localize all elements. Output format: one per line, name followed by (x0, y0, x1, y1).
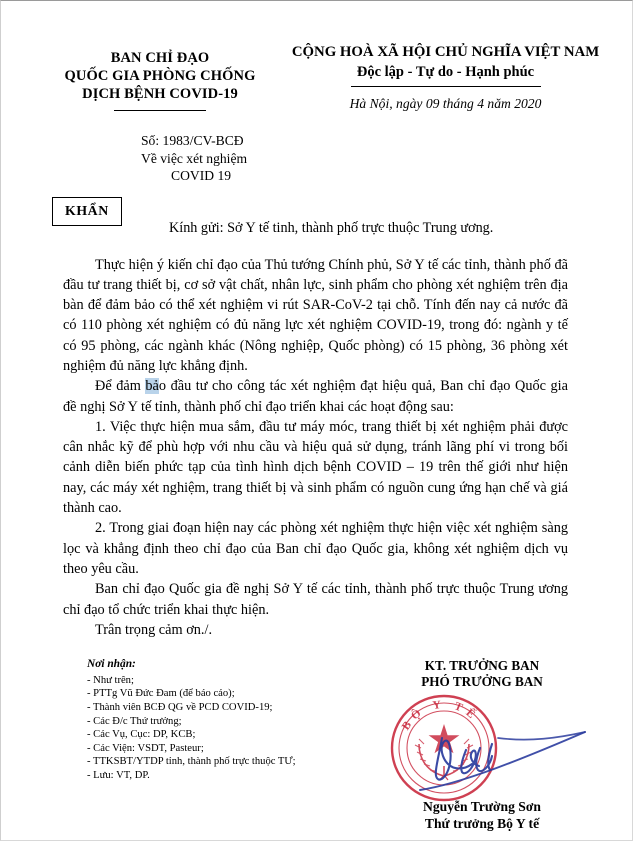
receiver-item: - TTKSBT/YTDP tỉnh, thành phố trực thuộc TƯ; (87, 756, 296, 768)
place-date-line: Hà Nội, ngày 09 tháng 4 năm 2020 (349, 96, 542, 111)
receiver-item: - Các Viện: VSDT, Pasteur; (87, 742, 204, 754)
urgent-recipient-row (1, 197, 632, 241)
receivers-title: Nơi nhận: (87, 658, 136, 671)
issuing-authority-line-1: BAN CHỈ ĐẠO (110, 50, 210, 66)
urgent-stamp-box: KHẨN (52, 197, 122, 226)
national-heading-block (289, 43, 602, 112)
signature-block (366, 658, 598, 832)
motto-divider (351, 86, 541, 87)
receiver-item: - PTTg Vũ Đức Đam (để báo cáo); (87, 688, 235, 700)
recipient-line: Kính gửi: Sở Y tế tinh, thành phố trực thuộc Trung ương. (169, 219, 494, 236)
body-paragraph-1: Thực hiện ý kiến chỉ đạo của Thủ tướng Chính phủ, Sở Y tế các tỉnh, thành phố đã đầu tư trang thiết bị, cơ sở vật chất, nhân lực, sinh phẩm cho phòng xét nghiệm trên địa bàn để đảm bảo có thể xét nghiệm vi rút SAR-CoV-2 tại chỗ. Tính đến nay cả nước đã có 110 phòng xét nghiệm có đủ năng lực xét nghiệm COVID-19, trong đó: ngành y tế có 95 phòng, các ngành khác (Nông nghiệp, Quốc phòng) có 15 phòng, 36 phòng xét nghiệm đủ năng lực khẳng định. (63, 256, 568, 374)
issuing-authority-line-3: DỊCH BỆNH COVID-19 (82, 86, 238, 102)
document-body (1, 241, 632, 641)
seal-and-signature (366, 692, 598, 804)
body-paragraph-6: Trân trọng cảm ơn./. (95, 621, 213, 638)
reference-block (1, 132, 632, 185)
signer-role-line-1: KT. TRƯỞNG BAN (424, 658, 540, 674)
body-paragraph-4: 2. Trong giai đoạn hiện nay các phòng xét nghiệm thực hiện việc xét nghiệm sàng lọc và khẳng định theo chỉ đạo của Ban chỉ đạo Quốc gia, không xét nghiệm dịch vụ theo yêu cầu. (63, 520, 568, 577)
receiver-item: - Các Đ/c Thứ trưởng; (87, 715, 182, 727)
authority-divider (114, 110, 206, 111)
national-title: CỘNG HOÀ XÃ HỘI CHỦ NGHĨA VIỆT NAM (291, 44, 600, 60)
issuing-authority-block (31, 43, 289, 111)
body-paragraph-3: 1. Việc thực hiện mua sắm, đầu tư máy móc, trang thiết bị xét nghiệm phải được cân nhắc kỹ để phù hợp với nhu cầu và hiệu quả sử dụng, tránh lãng phí vi trong bối cảnh diễn biến phức tạp của tình hình dịch bệnh COVID – 19 trên thế giới như hiện nay, các máy xét nghiệm, trang thiết bị và sinh phẩm có nguồn cung ứng hạn chế và giá thành cao. (63, 418, 568, 517)
document-subject-secondary: COVID 19 (171, 168, 232, 183)
signer-title: Thứ trưởng Bộ Y tế (424, 816, 540, 832)
selected-text-highlight[interactable]: bả (145, 378, 159, 395)
signer-role-line-2: PHÓ TRƯỞNG BAN (421, 674, 543, 690)
svg-text:BỘ Y TẾ: BỘ Y TẾ (399, 698, 481, 733)
receivers-block (87, 658, 296, 782)
paragraph-2-post: o đầu tư cho công tác xét nghiệm đạt hiệu quả, Ban chỉ đạo Quốc gia đề nghị Sở Y tế tỉnh, thành phố chỉ đạo triển khai các hoạt động sau: (63, 378, 568, 415)
body-paragraph-2 (63, 376, 568, 417)
receiver-item: - Lưu: VT, DP. (87, 769, 150, 781)
body-paragraph-5: Ban chỉ đạo Quốc gia đề nghị Sở Y tế các tỉnh, thành phố trực thuộc Trung ương chỉ đạo tổ chức triển khai thực hiện. (63, 581, 568, 618)
receiver-item: - Như trên; (87, 674, 134, 686)
receiver-item: - Các Vụ, Cục: DP, KCB; (87, 729, 196, 741)
document-number: Số: 1983/CV-BCĐ (141, 133, 244, 148)
handwritten-signature (380, 698, 598, 802)
document-header (1, 1, 632, 112)
issuing-authority-line-2: QUỐC GIA PHÒNG CHỐNG (64, 68, 256, 84)
paragraph-2-pre: Để đảm (95, 378, 146, 395)
document-subject: Về việc xét nghiệm (141, 150, 248, 166)
signer-name: Nguyễn Trường Sơn (423, 799, 541, 815)
document-footer (1, 658, 632, 841)
national-motto: Độc lập - Tự do - Hạnh phúc (356, 64, 535, 80)
receiver-item: - Thành viên BCĐ QG về PCD COVID-19; (87, 701, 273, 713)
